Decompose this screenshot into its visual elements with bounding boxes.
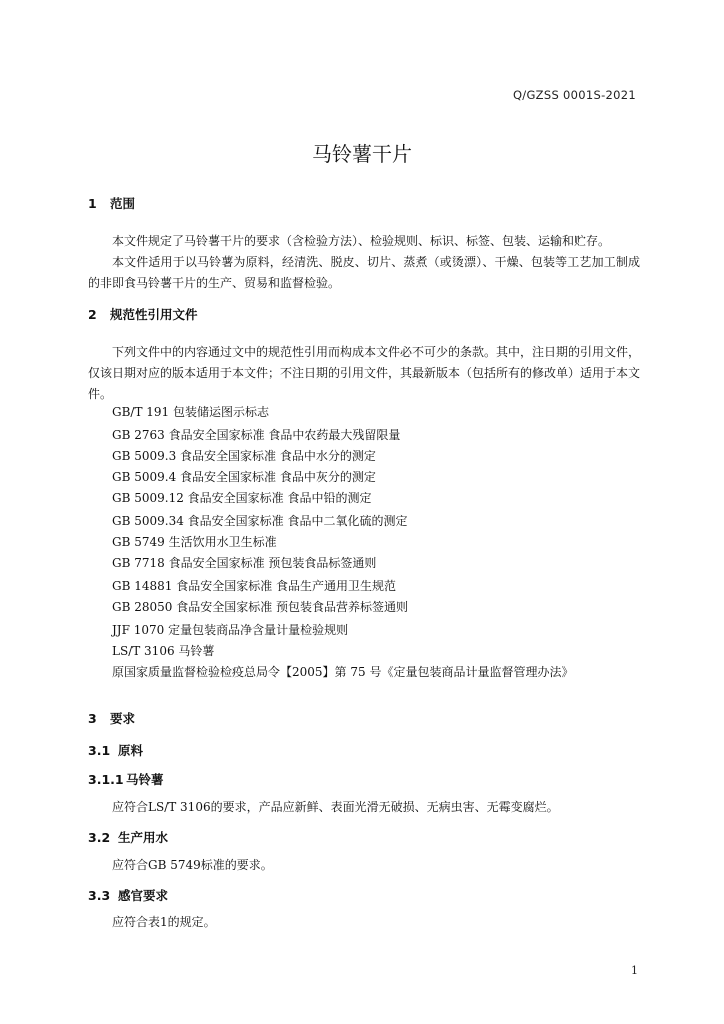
section-title: 马铃薯 bbox=[126, 772, 164, 787]
section-number: 3.1.1 bbox=[88, 772, 124, 787]
section-title: 原料 bbox=[118, 743, 144, 758]
reference-item: GB 5009.4 食品安全国家标准 食品中灰分的测定 bbox=[112, 470, 376, 484]
section-title: 范围 bbox=[110, 196, 136, 211]
section-title: 生产用水 bbox=[118, 830, 169, 845]
section-number: 2 bbox=[88, 307, 97, 322]
reference-item: GB 5009.12 食品安全国家标准 食品中铅的测定 bbox=[112, 491, 372, 505]
section-title: 感官要求 bbox=[118, 888, 169, 903]
section-3-1-heading bbox=[88, 741, 143, 759]
section-3-heading bbox=[88, 709, 135, 727]
reference-item: GB 5009.34 食品安全国家标准 食品中二氧化硫的测定 bbox=[112, 514, 408, 528]
paragraph: 本文件适用于以马铃薯为原料，经清洗、脱皮、切片、蒸煮（或烫漂）、干燥、包装等工艺加工制成的非即食马铃薯干片的生产、贸易和监督检验。 bbox=[88, 255, 640, 290]
section-1-body bbox=[88, 231, 640, 294]
section-3-2-heading bbox=[88, 828, 168, 846]
section-number: 3.3 bbox=[88, 888, 111, 903]
paragraph: 本文件规定了马铃薯干片的要求（含检验方法）、检验规则、标识、标签、包装、运输和贮存。 bbox=[112, 234, 611, 248]
paragraph: 下列文件中的内容通过文中的规范性引用而构成本文件必不可少的条款。其中，注日期的引用文件，仅该日期对应的版本适用于本文件；不注日期的引用文件，其最新版本（包括所有的修改单）适用于本文件。 bbox=[88, 345, 641, 401]
section-3-2-text: 应符合GB 5749标准的要求。 bbox=[112, 858, 273, 872]
section-title: 规范性引用文件 bbox=[110, 307, 198, 322]
reference-item: GB 5009.3 食品安全国家标准 食品中水分的测定 bbox=[112, 449, 376, 463]
document-code: Q/GZSS 0001S-2021 bbox=[512, 88, 636, 102]
section-3-1-1-heading bbox=[88, 770, 164, 788]
section-number: 1 bbox=[88, 196, 97, 211]
reference-item: LS/T 3106 马铃薯 bbox=[112, 644, 215, 658]
section-number: 3.1 bbox=[88, 743, 111, 758]
section-2-intro bbox=[88, 342, 640, 405]
reference-item: GB/T 191 包装储运图示标志 bbox=[112, 405, 269, 419]
reference-item: 原国家质量监督检验检疫总局令【2005】第 75 号《定量包装商品计量监督管理办法》 bbox=[112, 665, 574, 679]
reference-item: GB 2763 食品安全国家标准 食品中农药最大残留限量 bbox=[112, 428, 401, 442]
section-number: 3 bbox=[88, 711, 97, 726]
section-3-3-heading bbox=[88, 886, 168, 904]
page-number: 1 bbox=[631, 964, 638, 977]
reference-item: GB 28050 食品安全国家标准 预包装食品营养标签通则 bbox=[112, 600, 409, 614]
section-3-1-1-text: 应符合LS/T 3106的要求，产品应新鲜、表面光滑无破损、无病虫害、无霉变腐烂。 bbox=[112, 800, 559, 814]
section-1-heading bbox=[88, 194, 135, 212]
reference-item: GB 14881 食品安全国家标准 食品生产通用卫生规范 bbox=[112, 579, 397, 593]
reference-item: JJF 1070 定量包装商品净含量计量检验规则 bbox=[112, 623, 349, 637]
section-2-heading bbox=[88, 305, 198, 323]
section-title: 要求 bbox=[110, 711, 136, 726]
document-title: 马铃薯干片 bbox=[312, 142, 412, 166]
section-number: 3.2 bbox=[88, 830, 111, 845]
section-3-3-text: 应符合表1的规定。 bbox=[112, 915, 216, 929]
reference-item: GB 7718 食品安全国家标准 预包装食品标签通则 bbox=[112, 556, 377, 570]
reference-item: GB 5749 生活饮用水卫生标准 bbox=[112, 535, 277, 549]
